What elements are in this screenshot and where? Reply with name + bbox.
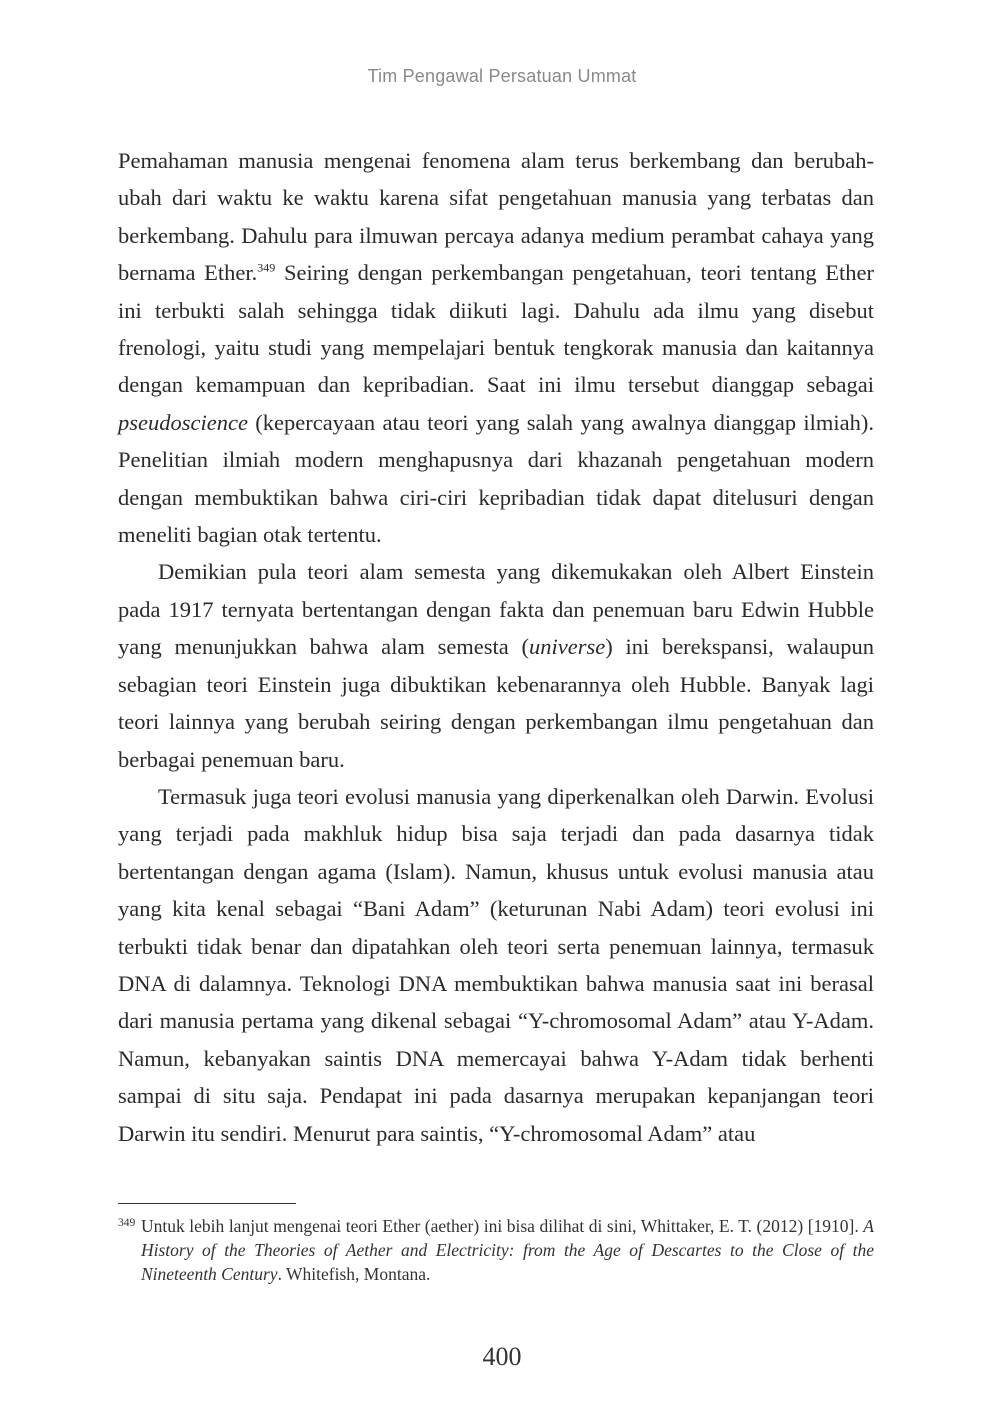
running-header: Tim Pengawal Persatuan Ummat <box>367 66 637 86</box>
footnote-number: 349 <box>118 1217 136 1229</box>
paragraph-1 <box>118 142 874 553</box>
paragraph-1-text-c: (kepercayaan atau teori yang salah yang awalnya dianggap ilmiah). Penelitian ilmiah modern menghapusnya dari khazanah pengetahuan modern dengan membuktikan bahwa ciri-ciri kepribadian tidak dapat ditelusuri dengan meneliti bagian otak tertentu. <box>118 409 874 548</box>
paragraph-2-text-a: Demikian pula teori alam semesta yang dikemukakan oleh Albert Einstein pada 1917 ternyata bertentangan dengan fakta dan penemuan baru Edwin Hubble yang menunjukkan bahwa alam semesta ( <box>118 559 874 660</box>
footnote-divider <box>118 1203 296 1204</box>
body-text <box>118 142 874 1152</box>
footnote-text-b: . Whitefish, Montana. <box>277 1264 431 1284</box>
footnote-body <box>141 1214 874 1286</box>
footnote-349 <box>118 1214 874 1286</box>
paragraph-1-text-b: Seiring dengan perkembangan pengetahuan, teori tentang Ether ini terbukti salah sehingga tidak diikuti lagi. Dahulu ada ilmu yang disebut frenologi, yaitu studi yang mempelajari bentuk tengkorak manusia dan kaitannya dengan kemampuan dan kepribadian. Saat ini ilmu tersebut dianggap sebagai <box>118 260 875 398</box>
footnote-reference-349[interactable]: 349 <box>257 260 276 275</box>
paragraph-3: Termasuk juga teori evolusi manusia yang diperkenalkan oleh Darwin. Evolusi yang terjadi pada makhluk hidup bisa saja terjadi dan pada dasarnya tidak bertentangan dengan agama (Islam). Namun, khusus untuk evolusi manusia atau yang kita kenal sebagai “Bani Adam” (keturunan Nabi Adam) teori evolusi ini terbukti tidak benar dan dipatahkan oleh teori serta penemuan lainnya, termasuk DNA di dalamnya. Teknologi DNA membuktikan bahwa manusia saat ini berasal dari manusia pertama yang dikenal sebagai “Y-chromosomal Adam” atau Y-Adam. Namun, kebanyakan saintis DNA memercayai bahwa Y-Adam tidak berhenti sampai di situ saja. Pendapat ini pada dasarnya merupakan kepanjangan teori Darwin itu sendiri. Menurut para saintis, “Y-chromosomal Adam” atau <box>118 783 874 1146</box>
paragraph-1-text-a: Pemahaman manusia mengenai fenomena alam terus berkembang dan berubah-ubah dari waktu ke waktu karena sifat pengetahuan manusia yang terbatas dan berkembang. Dahulu para ilmuwan percaya adanya medium perambat cahaya yang bernama Ether. <box>118 148 874 286</box>
italic-term-pseudoscience: pseudoscience <box>118 409 248 435</box>
page-number: 400 <box>482 1342 522 1371</box>
italic-term-universe: universe <box>529 634 606 660</box>
footnote-book-title: A History of the Theories of Aether and Electricity: from the Age of Descartes to the Close of the Nineteenth Century <box>141 1216 874 1284</box>
paragraph-2 <box>118 553 874 777</box>
footnote-text-a: Untuk lebih lanjut mengenai teori Ether (aether) ini bisa dilihat di sini, Whittaker, E. T. (2012) [1910]. <box>141 1216 864 1236</box>
paragraph-2-text-b: ) ini berekspansi, walaupun sebagian teori Einstein juga dibuktikan kebenarannya oleh Hubble. Banyak lagi teori lainnya yang berubah seiring dengan perkembangan ilmu pengetahuan dan berbagai penemuan baru. <box>118 634 874 772</box>
